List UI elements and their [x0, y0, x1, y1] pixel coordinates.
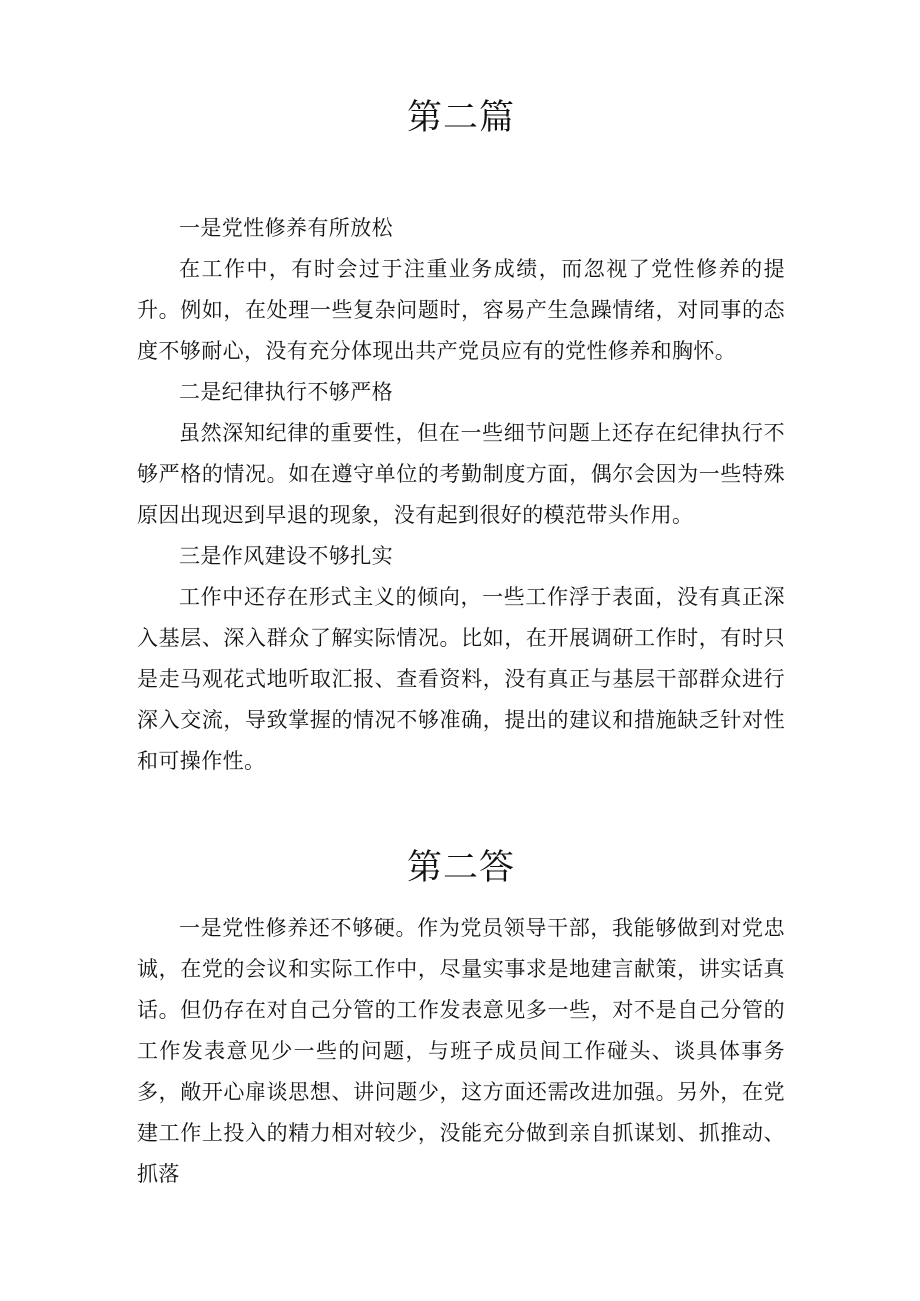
section-title-1: 第二篇 [406, 98, 515, 138]
item-heading-3: 三是作风建设不够扎实 [179, 544, 393, 568]
item-heading-1: 一是党性修养有所放松 [179, 216, 393, 240]
section-body-1 [137, 208, 785, 782]
item-paragraph-2: 虽然深知纪律的重要性，但在一些细节问题上还存在纪律执行不够严格的情况。如在遵守单位的考勤制度方面，偶尔会因为一些特殊原因出现迟到早退的现象，没有起到很好的模范带头作用。 [137, 421, 785, 527]
item-heading-2: 二是纪律执行不够严格 [179, 380, 393, 404]
item-paragraph-3: 工作中还存在形式主义的倾向，一些工作浮于表面，没有真正深入基层、深入群众了解实际情况。比如，在开展调研工作时，有时只是走马观花式地听取汇报、查看资料，没有真正与基层干部群众进行深入交流，导致掌握的情况不够准确，提出的建议和措施缺乏针对性和可操作性。 [137, 585, 785, 773]
answer-paragraph: 一是党性修养还不够硬。作为党员领导干部，我能够做到对党忠诚，在党的会议和实际工作中，尽量实事求是地建言献策，讲实话真话。但仍存在对自己分管的工作发表意见多一些，对不是自己分管的工作发表意见少一些的问题，与班子成员间工作碰头、谈具体事务多，敞开心扉谈思想、讲问题少，这方面还需改进加强。另外，在党建工作上投入的精力相对较少，没能充分做到亲自抓谋划、抓推动、抓落 [137, 916, 785, 1186]
section-body-2 [137, 908, 785, 1195]
item-paragraph-1: 在工作中，有时会过于注重业务成绩，而忽视了党性修养的提升。例如，在处理一些复杂问题时，容易产生急躁情绪，对同事的态度不够耐心，没有充分体现出共产党员应有的党性修养和胸怀。 [137, 257, 785, 363]
section-title-2: 第二答 [406, 848, 515, 888]
